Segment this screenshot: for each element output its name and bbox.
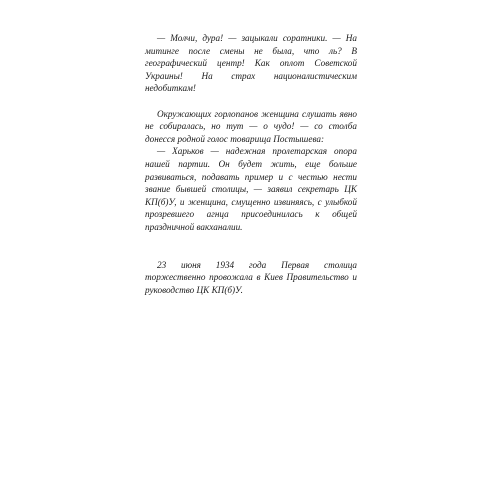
paragraph-date-farewell: 23 июня 1934 года Первая столица торжественно провожала в Киев Правительство и руководство ЦК КП(б)У. <box>145 259 357 295</box>
paragraph-postyshev-speech: — Харьков — надежная пролетарская опора нашей партии. Он будет жить, еще больше развиваться, подавать пример и с честью нести звание бывшей столицы, — заявил секретарь ЦК КП(б)У, и женщина, смущенно извиняясь, с улыбкой прозревшего агнца присоединилась к общей праздничной вакханалии. <box>145 146 357 232</box>
body-text <box>145 32 357 296</box>
paragraph-woman-ignores: Окружающих горлопанов женщина слушать явно не собиралась, но тут — о чудо! — со столба донесся родной голос товарища Постышева: <box>145 108 357 144</box>
paragraph-comrades-shout: — Молчи, дура! — зацыкали соратники. — На митинге после смены не была, что ль? В географический центр! Как оплот Советской Украины! На страх националистическим недобиткам! <box>145 33 357 94</box>
